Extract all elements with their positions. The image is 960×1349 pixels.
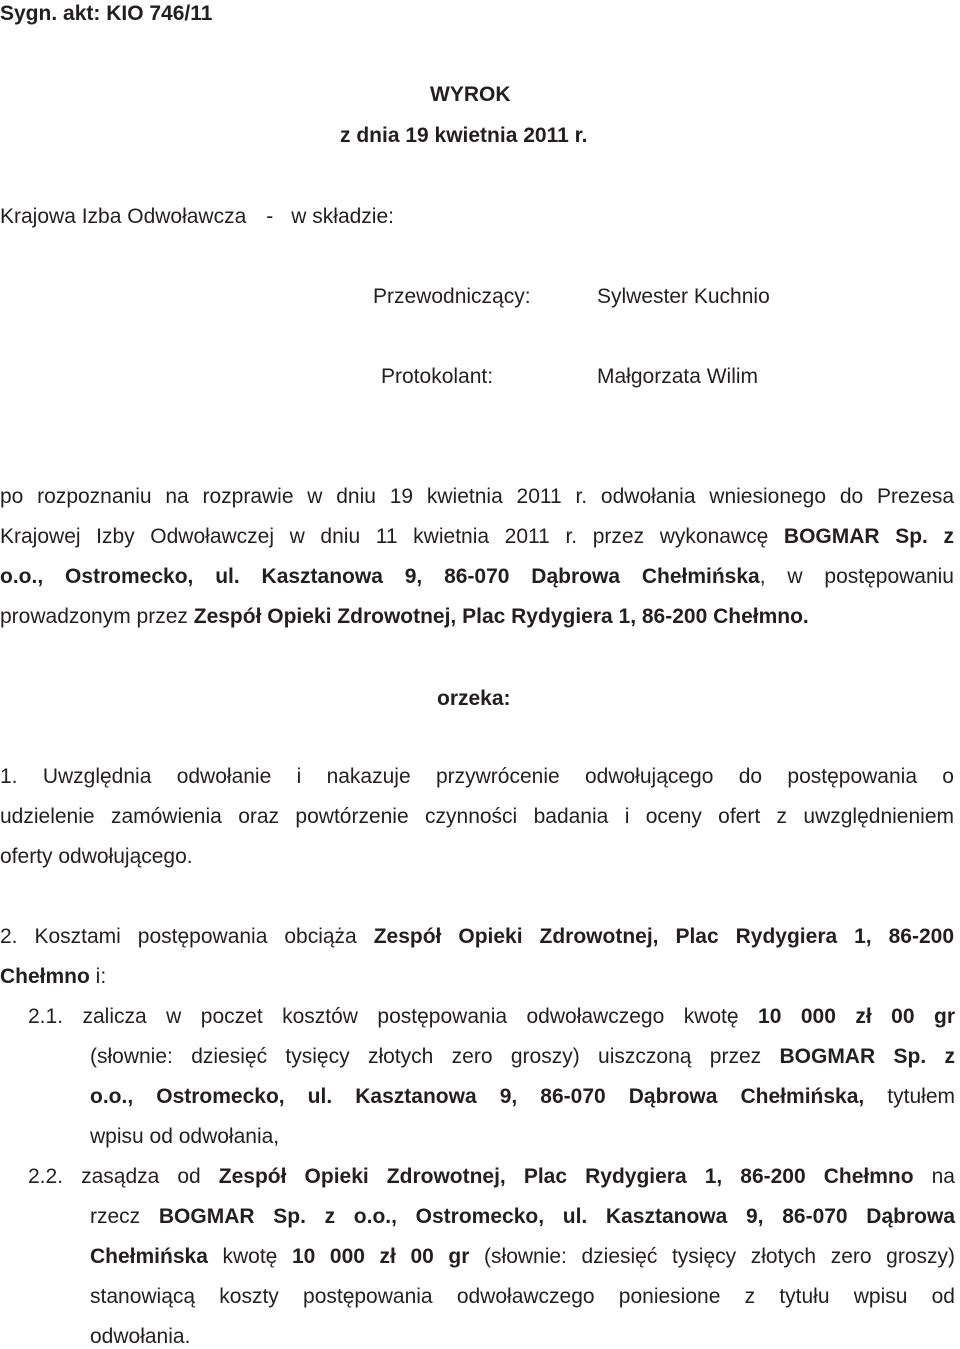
intro-line-4	[0, 605, 809, 629]
cost-bearer-city: Chełmno	[0, 965, 90, 988]
document-title: WYROK	[430, 83, 511, 106]
point-2-2-line-1	[28, 1165, 955, 1189]
point-2-line-1	[0, 925, 954, 949]
chamber-dash: -	[266, 205, 274, 228]
point-2-2-line-2	[90, 1205, 955, 1229]
point-2-2-text: (słownie: dziesięć tysięcy złotych zero groszy)	[469, 1245, 955, 1268]
point-2-1-text: tytułem	[864, 1085, 955, 1108]
point-2-1-line-4: wpisu od odwołania,	[90, 1125, 280, 1148]
chair-name: Sylwester Kuchnio	[597, 285, 770, 308]
cost-bearer: Zespół Opieki Zdrowotnej, Plac Rydygiera 1, 86-200	[373, 925, 954, 948]
point-2-2-text: rzecz	[90, 1205, 159, 1228]
point-1-line-2: udzielenie zamówienia oraz powtórzenie czynności badania i oceny ofert z uwzględnieniem	[0, 805, 954, 828]
point-2-1-text: 2.1. zalicza w poczet kosztów postępowania odwoławczego kwotę	[28, 1005, 759, 1028]
intro-line-2	[0, 525, 954, 549]
orzeka-heading: orzeka:	[437, 687, 511, 710]
clerk-name: Małgorzata Wilim	[597, 365, 759, 388]
appellant-address: o.o., Ostromecko, ul. Kasztanowa 9, 86-070 Dąbrowa Chełmińska	[0, 565, 760, 588]
payer-address: o.o., Ostromecko, ul. Kasztanowa 9, 86-070 Dąbrowa Chełmińska,	[90, 1085, 865, 1108]
contracting-authority: Zespół Opieki Zdrowotnej, Plac Rydygiera 1, 86-200 Chełmno.	[193, 605, 809, 628]
point-1-line-3: oferty odwołującego.	[0, 845, 193, 868]
judgment-date: z dnia 19 kwietnia 2011 r.	[340, 124, 588, 147]
chamber-composition: w składzie:	[291, 205, 394, 228]
appellant-name: BOGMAR Sp. z	[783, 525, 954, 548]
point-2-1-line-1	[28, 1005, 955, 1029]
intro-text: , w postępowaniu	[759, 565, 954, 588]
creditor-name: BOGMAR Sp. z o.o., Ostromecko, ul. Kasztanowa 9, 86-070 Dąbrowa	[158, 1205, 955, 1228]
point-2-1-text: (słownie: dziesięć tysięcy złotych zero groszy) uiszczoną przez	[90, 1045, 780, 1068]
point-2-text: i:	[89, 965, 107, 988]
creditor-city: Chełmińska	[90, 1245, 208, 1268]
case-reference: Sygn. akt: KIO 746/11	[0, 2, 213, 25]
clerk-label: Protokolant:	[381, 365, 494, 388]
point-2-text: 2. Kosztami postępowania obciąża	[0, 925, 374, 948]
point-2-2-text: na	[913, 1165, 955, 1188]
point-2-2-text: kwotę	[207, 1245, 292, 1268]
debtor-name: Zespół Opieki Zdrowotnej, Plac Rydygiera 1, 86-200 Chełmno	[218, 1165, 914, 1188]
point-2-2-text: 2.2. zasądza od	[28, 1165, 219, 1188]
chair-label: Przewodniczący:	[373, 285, 531, 308]
chamber-name: Krajowa Izba Odwoławcza	[0, 205, 247, 228]
fee-amount: 10 000 zł 00 gr	[758, 1005, 955, 1028]
point-2-1-line-2	[90, 1045, 955, 1069]
intro-line-1: po rozpoznaniu na rozprawie w dniu 19 kwietnia 2011 r. odwołania wniesionego do Prezesa	[0, 485, 954, 508]
point-2-2-line-5: odwołania.	[90, 1325, 191, 1348]
intro-text: prowadzonym przez	[0, 605, 194, 628]
intro-text: Krajowej Izby Odwoławczej w dniu 11 kwietnia 2011 r. przez wykonawcę	[0, 525, 784, 548]
point-2-line-2	[0, 965, 106, 989]
point-2-2-line-3	[90, 1245, 955, 1269]
award-amount: 10 000 zł 00 gr	[291, 1245, 470, 1268]
payer-name: BOGMAR Sp. z	[779, 1045, 956, 1068]
point-1-line-1: 1. Uwzględnia odwołanie i nakazuje przywrócenie odwołującego do postępowania o	[0, 765, 954, 788]
intro-line-3	[0, 565, 954, 589]
chamber-line	[0, 205, 394, 229]
point-2-2-line-4: stanowiącą koszty postępowania odwoławczego poniesione z tytułu wpisu od	[90, 1285, 955, 1308]
point-2-1-line-3	[90, 1085, 955, 1109]
